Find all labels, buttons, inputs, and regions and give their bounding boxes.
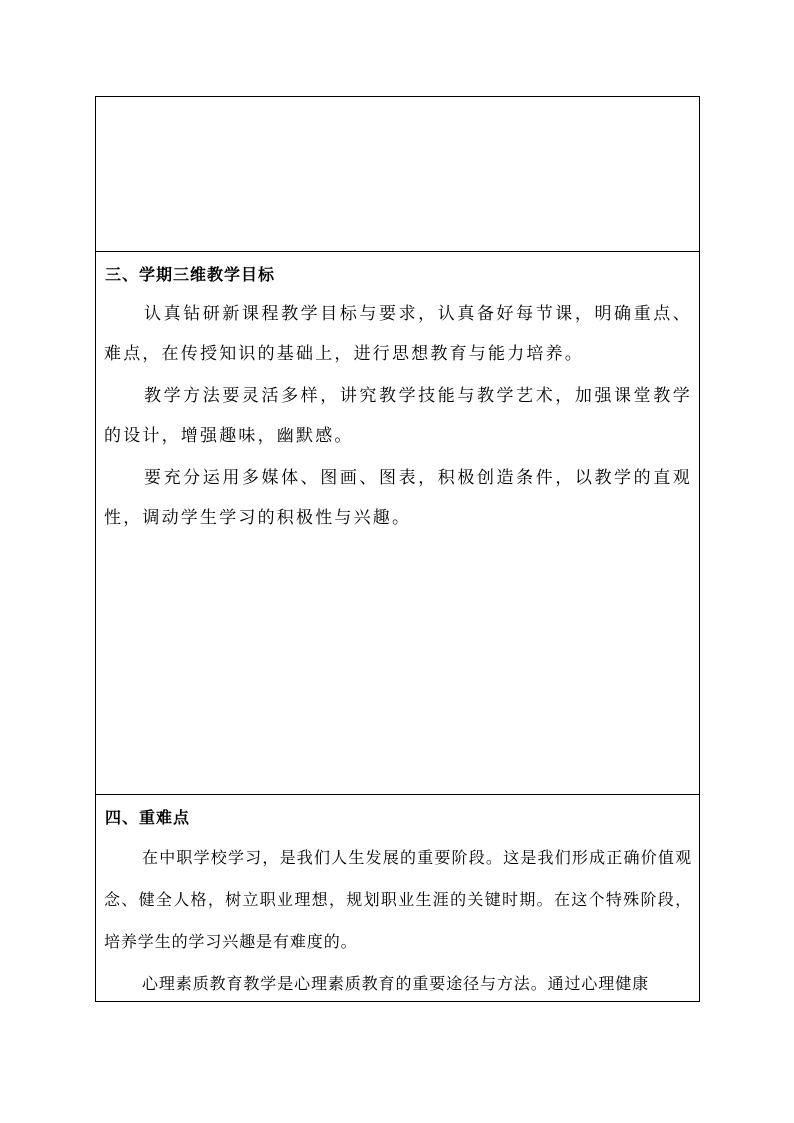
section-heading-difficulties: 四、重难点 bbox=[105, 808, 191, 827]
key-difficulties-cell bbox=[96, 795, 699, 1002]
goals-paragraph: 要充分运用多媒体、图画、图表，积极创造条件，以教学的直观性，调动学生学习的积极性与兴趣。 bbox=[104, 468, 692, 528]
empty-table-cell bbox=[96, 97, 699, 252]
section-heading-goals: 三、学期三维教学目标 bbox=[105, 265, 276, 284]
document-table bbox=[95, 96, 700, 1002]
goals-paragraph: 教学方法要灵活多样，讲究教学技能与教学艺术，加强课堂教学的设计，增强趣味，幽默感。 bbox=[104, 386, 692, 446]
difficulties-paragraph: 心理素质教育教学是心理素质教育的重要途径与方法。通过心理健康 bbox=[142, 974, 650, 993]
teaching-goals-cell bbox=[96, 252, 699, 795]
difficulties-paragraph: 在中职学校学习，是我们人生发展的重要阶段。这是我们形成正确价值观念、健全人格，树立职业理想，规划职业生涯的关键时期。在这个特殊阶段，培养学生的学习兴趣是有难度的。 bbox=[104, 848, 692, 951]
goals-paragraph: 认真钻研新课程教学目标与要求，认真备好每节课，明确重点、难点，在传授知识的基础上，进行思想教育与能力培养。 bbox=[104, 304, 692, 364]
